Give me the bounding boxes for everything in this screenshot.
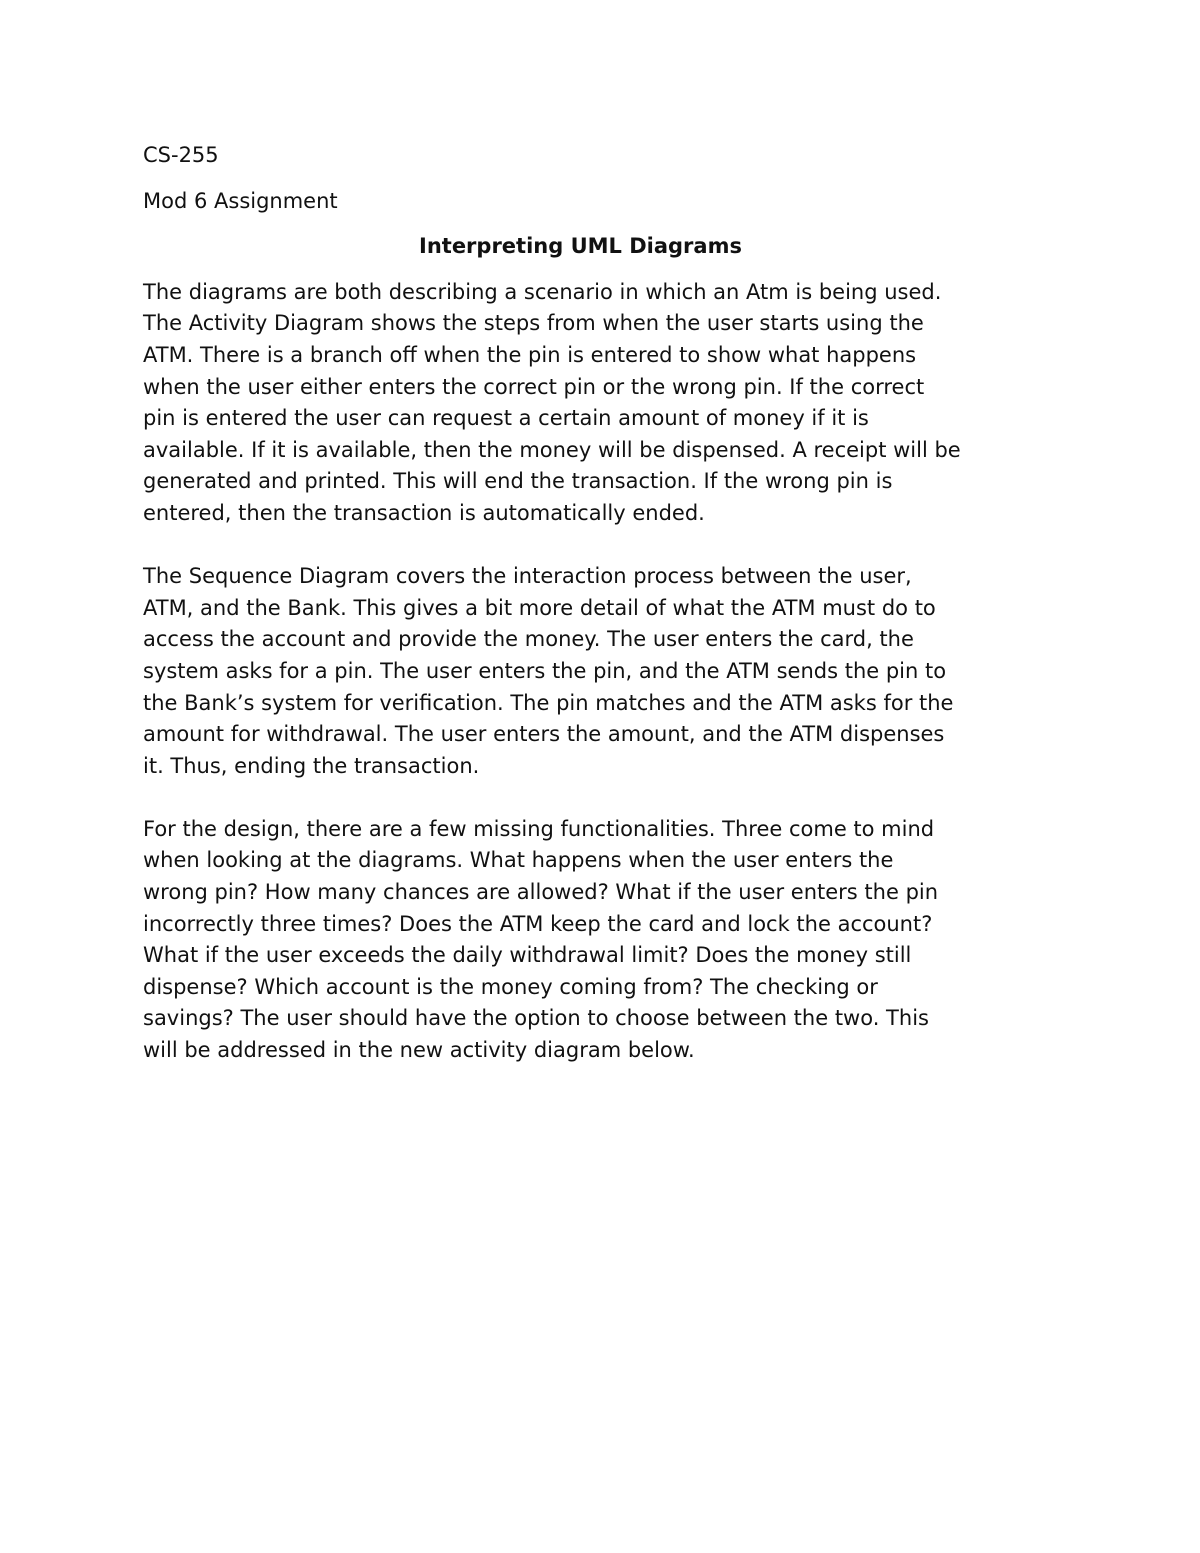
paragraph-line: generated and printed. This will end the transaction. If the wrong pin is xyxy=(143,469,893,494)
paragraph-line: savings? The user should have the option to choose between the two. This xyxy=(143,1006,929,1031)
module-label: Mod 6 Assignment xyxy=(143,188,338,213)
paragraph-line: For the design, there are a few missing functionalities. Three come to mind xyxy=(143,816,935,841)
paragraph-line: system asks for a pin. The user enters the pin, and the ATM sends the pin to xyxy=(143,658,947,683)
paragraph-line: What if the user exceeds the daily withdrawal limit? Does the money still xyxy=(143,943,912,968)
paragraph-line: when looking at the diagrams. What happens when the user enters the xyxy=(143,848,894,873)
paragraph-missing-functionality xyxy=(143,814,1068,1067)
course-code: CS-255 xyxy=(143,143,219,167)
paragraph-line: available. If it is available, then the money will be dispensed. A receipt will be xyxy=(143,437,961,462)
paragraph-line: pin is entered the user can request a certain amount of money if it is xyxy=(143,406,869,431)
document-content xyxy=(143,140,1068,1067)
paragraph-overview xyxy=(143,277,1068,530)
paragraph-line: dispense? Which account is the money coming from? The checking or xyxy=(143,974,878,999)
paragraph-line: ATM. There is a branch off when the pin is entered to show what happens xyxy=(143,342,917,367)
paragraph-line: The Activity Diagram shows the steps from when the user starts using the xyxy=(143,311,924,336)
document-title: Interpreting UML Diagrams xyxy=(419,234,742,259)
paragraph-line: the Bank’s system for verification. The pin matches and the ATM asks for the xyxy=(143,690,954,715)
paragraph-gap xyxy=(143,530,1068,562)
paragraph-line: amount for withdrawal. The user enters the amount, and the ATM dispenses xyxy=(143,722,945,747)
paragraph-line: ATM, and the Bank. This gives a bit more detail of what the ATM must do to xyxy=(143,595,936,620)
paragraph-line: it. Thus, ending the transaction. xyxy=(143,753,480,778)
paragraph-line: The Sequence Diagram covers the interaction process between the user, xyxy=(143,564,912,589)
paragraph-sequence-diagram xyxy=(143,561,1068,782)
paragraph-line: incorrectly three times? Does the ATM keep the card and lock the account? xyxy=(143,911,933,936)
paragraph-line: entered, then the transaction is automatically ended. xyxy=(143,500,705,525)
paragraph-line: access the account and provide the money. The user enters the card, the xyxy=(143,627,914,652)
paragraph-line: when the user either enters the correct pin or the wrong pin. If the correct xyxy=(143,374,925,399)
paragraph-line: The diagrams are both describing a scenario in which an Atm is being used. xyxy=(143,279,942,304)
paragraph-line: will be addressed in the new activity diagram below. xyxy=(143,1038,695,1063)
paragraph-line: wrong pin? How many chances are allowed? What if the user enters the pin xyxy=(143,880,939,905)
paragraph-gap xyxy=(143,782,1068,814)
